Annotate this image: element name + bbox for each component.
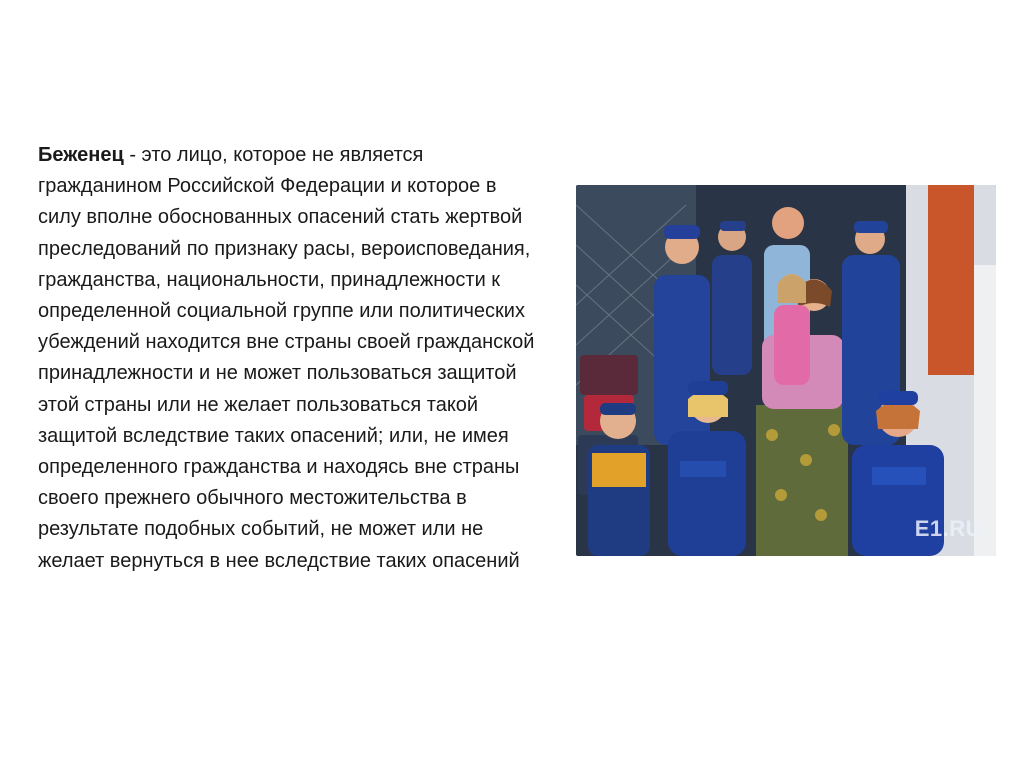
definition-body: - это лицо, которое не является гражданином Российской Федерации и которое в силу вполне обоснованных опасений стать жертвой преследований по признаку расы, вероисповедания, гражданства, национальности, принадлежности к определенной социальной группе или политических убеждений находится вне страны своей гражданской принадлежности и не может пользоваться защитой этой страны или не желает пользоваться такой защитой вследствие таких опасений; или, не имея определенного гражданства и находясь вне страны своего прежнего обычного местожительства в результате подобных событий, не может или не желает вернуться в нее вследствие таких опасений bbox=[38, 144, 535, 572]
photo-watermark: E1.RU bbox=[914, 516, 982, 541]
definition-term: Беженец bbox=[38, 144, 124, 166]
evacuation-photo bbox=[576, 185, 996, 556]
photo-illustration bbox=[576, 185, 996, 556]
definition-text bbox=[38, 140, 538, 577]
child bbox=[774, 274, 810, 385]
